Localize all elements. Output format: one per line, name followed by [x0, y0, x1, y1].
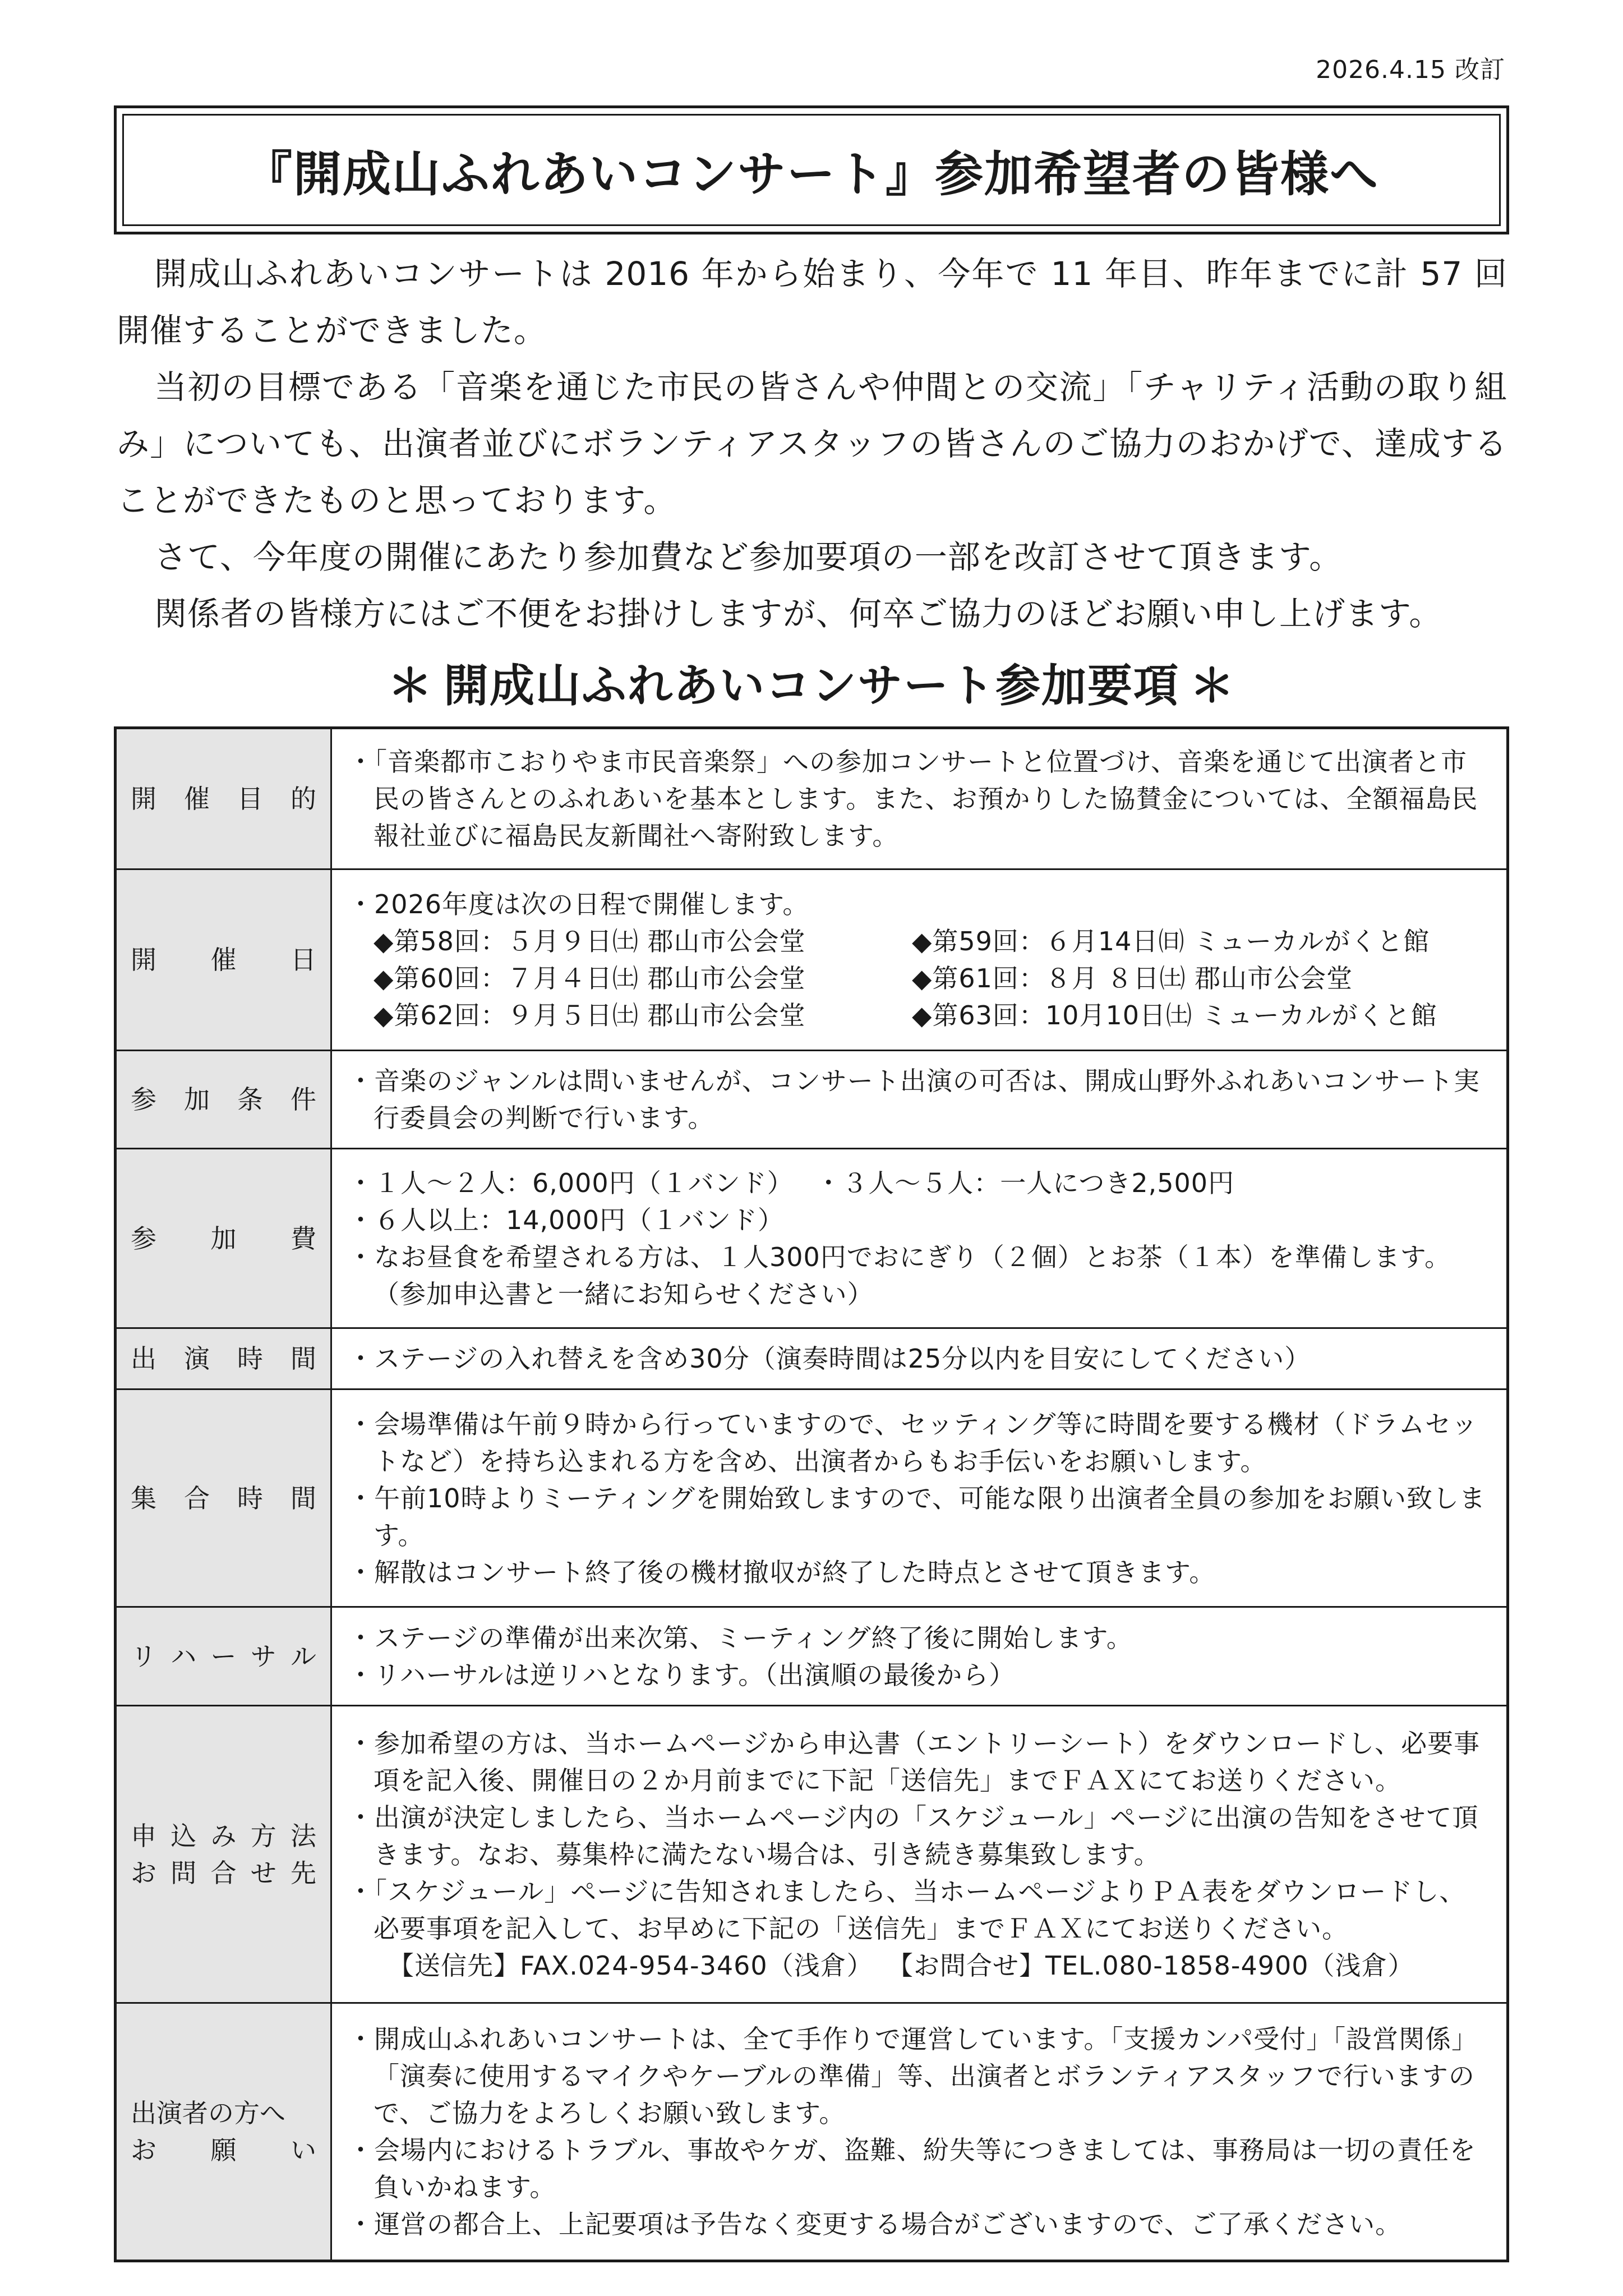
- label-char: 間: [291, 1483, 316, 1513]
- row-content: [331, 1389, 1508, 1607]
- label-char: 条: [237, 1084, 263, 1115]
- row-rehearsal: [116, 1607, 1508, 1706]
- requirements-table: [114, 726, 1509, 2262]
- row-content: [331, 728, 1508, 869]
- row-label: [116, 1149, 331, 1328]
- intro-paragraph: 当初の目標である「音楽を通じた市民の皆さんや仲間との交流」「チャリティ活動の取り組み」についても、出演者並びにボランティアスタッフの皆さんのご協力のおかげで、達成することができたものと思っております。: [117, 368, 1507, 519]
- list-item: ・１人〜２人：6,000円（１バンド） ・３人〜５人：一人につき2,500円: [348, 1167, 1235, 1198]
- label-char: 時: [237, 1483, 263, 1513]
- row-label: [116, 728, 331, 869]
- title-frame: [114, 105, 1509, 234]
- section-heading-text: 開成山ふれあいコンサート参加要項: [444, 659, 1179, 712]
- label-char: サ: [250, 1641, 276, 1672]
- row-purpose: [116, 728, 1508, 869]
- label-char: 方: [250, 1820, 276, 1851]
- list-item: ・午前10時よりミーティングを開始致しますので、可能な限り出演者全員の参加をお願い致します。: [348, 1483, 1486, 1550]
- list-item: ・開成山ふれあいコンサートは、全て手作りで運営しています。「支援カンパ受付」「設営関係」「演奏に使用するマイクやケーブルの準備」等、出演者とボランティアスタッフで行いますので、ご協力をよろしくお願い致します。: [348, 2024, 1478, 2128]
- label-char: い: [291, 2135, 316, 2165]
- row-label: [116, 869, 331, 1051]
- schedule-line: [348, 923, 1490, 960]
- row-conditions: [116, 1051, 1508, 1149]
- row-label: [116, 2003, 331, 2261]
- row-label-text: [131, 780, 316, 817]
- asterisk-icon: ＊: [1189, 659, 1235, 712]
- label-char: お: [131, 2135, 156, 2165]
- row-content: [331, 1706, 1508, 2003]
- tel-number: 【お問合せ】TEL.080-1858-4900（浅倉）: [887, 1950, 1414, 1981]
- row-content: [331, 1607, 1508, 1706]
- list-item: ・リハーサルは逆リハとなります。（出演順の最後から）: [348, 1659, 1016, 1690]
- schedule-entry: ◆第61回：８月 ８日㈯ 郡山市公会堂: [912, 963, 1353, 993]
- label-char: 加: [210, 1223, 237, 1254]
- label-char: 催: [210, 945, 237, 975]
- list-item: ・会場内におけるトラブル、事故やケガ、盗難、紛失等につきましては、事務局は一切の責任を負いかねます。: [348, 2135, 1476, 2202]
- row-content: [331, 1051, 1508, 1149]
- list-item: ・会場準備は午前９時から行っていますので、セッティング等に時間を要する機材（ドラムセットなど）を持ち込まれる方を含め、出演者からもお手伝いをお願いします。: [348, 1409, 1478, 1476]
- row-dates: [116, 869, 1508, 1051]
- row-label-text: [131, 1855, 316, 1892]
- row-label-text: [131, 941, 316, 978]
- row-content: [331, 2003, 1508, 2261]
- row-label: [116, 1706, 331, 2003]
- label-char: せ: [250, 1857, 276, 1888]
- row-label-text: [131, 1638, 316, 1675]
- label-char: 合: [184, 1483, 210, 1513]
- row-label: [116, 1051, 331, 1149]
- label-char: 演: [184, 1343, 210, 1374]
- schedule-entry: ◆第63回：10月10日㈯ ミューカルがくと館: [912, 1000, 1437, 1030]
- row-label-text: [131, 1480, 316, 1517]
- label-char: 出: [131, 1343, 156, 1374]
- label-char: み: [210, 1820, 237, 1851]
- row-content: [331, 869, 1508, 1051]
- row-fee: [116, 1149, 1508, 1328]
- list-item: ・ステージの準備が出来次第、ミーティング終了後に開始します。: [348, 1622, 1133, 1653]
- row-performance-time: [116, 1328, 1508, 1389]
- label-char: 開: [131, 784, 156, 814]
- list-item: ・「スケジュール」ページに告知されましたら、当ホームページよりＰＡ表をダウンロードし、必要事項を記入して、お早めに下記の「送信先」までＦＡＸにてお送りください。: [348, 1876, 1466, 1944]
- label-char: 込: [170, 1820, 197, 1851]
- intro-paragraph: 関係者の皆様方にはご不便をお掛けしますが、何卒ご協力のほどお願い申し上げます。: [154, 595, 1442, 633]
- intro-paragraph: 開成山ふれあいコンサートは 2016 年から始まり、今年で 11 年目、昨年までに計 57 回開催することができました。: [117, 255, 1507, 349]
- label-char: 時: [237, 1343, 263, 1374]
- schedule-entry: ◆第59回：６月14日㈰ ミューカルがくと館: [912, 926, 1430, 956]
- schedule-line: [348, 960, 1490, 997]
- label-char: 願: [210, 2135, 237, 2165]
- list-item: ・2026年度は次の日程で開催します。: [348, 889, 809, 919]
- list-item: ・運営の都合上、上記要項は予告なく変更する場合がございますので、ご了承ください。: [348, 2209, 1402, 2239]
- label-char: 問: [170, 1857, 197, 1888]
- list-item: ・「音楽都市こおりやま市民音楽祭」への参加コンサートと位置づけ、音楽を通じて出演者と市民の皆さんとのふれあいを基本とします。また、お預かりした協賛金については、全額福島民報社並びに福島民友新聞社へ寄附致します。: [348, 747, 1478, 851]
- label-char: 加: [184, 1084, 210, 1115]
- label-char: 日: [291, 945, 316, 975]
- page-title: 『開成山ふれあいコンサート』参加希望者の皆様へ: [244, 146, 1379, 203]
- row-label: [116, 1389, 331, 1607]
- schedule-entry: ◆第58回：５月９日㈯ 郡山市公会堂: [374, 926, 806, 956]
- asterisk-icon: ＊: [388, 659, 434, 712]
- schedule-entry: ◆第60回：７月４日㈯ 郡山市公会堂: [374, 963, 806, 993]
- list-item: ・参加希望の方は、当ホームページから申込書（エントリーシート）をダウンロードし、必要事項を記入後、開催日の２か月前までに下記「送信先」までＦＡＸにてお送りください。: [348, 1728, 1481, 1796]
- label-char: リ: [131, 1641, 156, 1672]
- intro-text: [117, 246, 1507, 642]
- label-char: 催: [184, 784, 210, 814]
- label-char: 申: [131, 1820, 156, 1851]
- row-label: [116, 1607, 331, 1706]
- section-heading: [114, 648, 1509, 715]
- row-label-text: [131, 2132, 316, 2169]
- label-char: 開: [131, 945, 156, 975]
- label-char: 法: [291, 1820, 316, 1851]
- list-item: ・６人以上：14,000円（１バンド）: [348, 1204, 784, 1235]
- label-char: 間: [291, 1343, 316, 1374]
- row-content: [331, 1328, 1508, 1389]
- row-gather-time: [116, 1389, 1508, 1607]
- row-application: [116, 1706, 1508, 2003]
- list-item: ・解散はコンサート終了後の機材撤収が終了した時点とさせて頂きます。: [348, 1557, 1216, 1588]
- fax-number: 【送信先】FAX.024-954-3460（浅倉）: [388, 1950, 873, 1981]
- row-request: [116, 2003, 1508, 2261]
- label-char: ハ: [170, 1641, 197, 1672]
- label-char: 参: [131, 1084, 156, 1115]
- label-char: 件: [291, 1084, 316, 1115]
- label-char: 的: [291, 784, 316, 814]
- row-label-text: [131, 1220, 316, 1257]
- label-char: 参: [131, 1223, 156, 1254]
- label-char: 目: [237, 784, 263, 814]
- row-label: [116, 1328, 331, 1389]
- row-label-text: [131, 1340, 316, 1377]
- label-char: 先: [291, 1857, 316, 1888]
- label-char: 費: [291, 1223, 316, 1254]
- revision-date: 2026.4.15 改訂: [1316, 56, 1505, 84]
- title-inner-frame: [122, 114, 1501, 226]
- label-char: 集: [131, 1483, 156, 1513]
- schedule-line: [348, 997, 1490, 1034]
- list-item: ・出演が決定しましたら、当ホームページ内の「スケジュール」ページに出演の告知をさせて頂きます。なお、募集枠に満たない場合は、引き続き募集致します。: [348, 1802, 1479, 1870]
- label-char: お: [131, 1857, 156, 1888]
- row-label-text: [131, 1818, 316, 1855]
- label-char: ー: [210, 1641, 237, 1672]
- list-item: ・なお昼食を希望される方は、１人300円でおにぎり（２個）とお茶（１本）を準備します。（参加申込書と一緒にお知らせください）: [348, 1241, 1451, 1309]
- row-label-text: 出演者の方へ: [131, 2098, 285, 2128]
- intro-paragraph: さて、今年度の開催にあたり参加費など参加要項の一部を改訂させて頂きます。: [154, 538, 1343, 576]
- label-char: ル: [291, 1641, 316, 1672]
- list-item: ・音楽のジャンルは問いませんが、コンサート出演の可否は、開成山野外ふれあいコンサート実行委員会の判断で行います。: [348, 1066, 1480, 1133]
- contact-line: [348, 1947, 1490, 1984]
- row-content: [331, 1149, 1508, 1328]
- row-label-text: [131, 1081, 316, 1118]
- schedule-entry: ◆第62回：９月５日㈯ 郡山市公会堂: [374, 1000, 806, 1030]
- list-item: ・ステージの入れ替えを含め30分（演奏時間は25分以内を目安にしてください）: [348, 1343, 1311, 1374]
- label-char: 合: [210, 1857, 237, 1888]
